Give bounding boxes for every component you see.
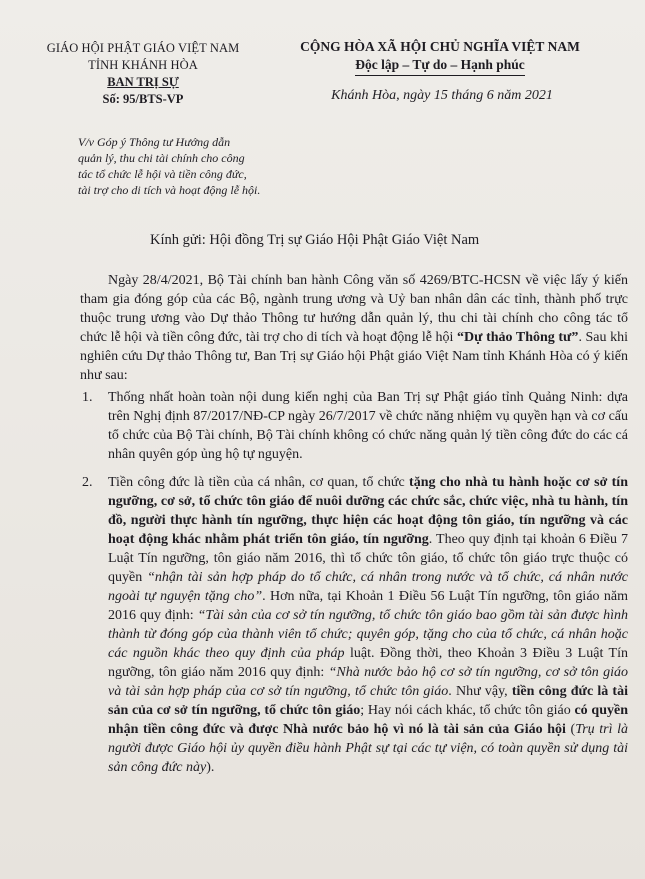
doc-subject bbox=[78, 134, 278, 198]
item-quote: “nhận tài sản hợp pháp do tổ chức, cá nhân trong nước và tổ chức, cá nhân nước ngoài tự nguyện tặng cho” bbox=[108, 570, 629, 604]
doc-number: Số: 95/BTS-VP bbox=[102, 92, 184, 106]
issuer-header bbox=[28, 40, 258, 108]
doc-date: Khánh Hòa, ngày 15 tháng 6 năm 2021 bbox=[331, 88, 553, 103]
item-text: luật. Đồng thời, theo Khoản 3 Điều 3 Luật Tín ngưỡng, tôn giáo năm 2016 quy định: bbox=[108, 646, 628, 680]
item-bold-text: có quyền nhận tiền công đức và được Nhà nước bảo hộ vì nó là tài sản của Giáo hội bbox=[108, 703, 628, 737]
item-note: Trụ trì là người được Giáo hội ủy quyền điều hành Phật sự tại các tự viện, có toàn quyền sử dụng tài sản công đức này bbox=[108, 722, 628, 775]
list-item bbox=[80, 388, 628, 464]
item-text: ). bbox=[206, 760, 215, 775]
national-header bbox=[290, 38, 590, 76]
subject-line: tác tổ chức lễ hội và tiền công đức, bbox=[78, 167, 247, 181]
intro-text: . Sau khi nghiên cứu Dự thảo Thông tư, Ban Trị sự Giáo hội Phật giáo Việt Nam tỉnh Khánh Hòa có ý kiến như sau: bbox=[80, 330, 628, 383]
item-quote: “Tài sản của cơ sở tín ngưỡng, tổ chức tôn giáo bao gồm tài sản được hình thành từ đóng góp của thành viên tổ chức; quyên góp, tặng cho của tổ chức, cá nhân hoặc các nguồn khác theo quy định của pháp bbox=[108, 608, 628, 661]
item-text: ; Hay nói cách khác, tổ chức tôn giáo bbox=[360, 703, 575, 718]
nation-name: CỘNG HÒA XÃ HỘI CHỦ NGHĨA VIỆT NAM bbox=[300, 39, 580, 54]
national-motto: Độc lập – Tự do – Hạnh phúc bbox=[355, 56, 525, 76]
recipient-line: Kính gửi: Hội đồng Trị sự Giáo Hội Phật Giáo Việt Nam bbox=[150, 232, 480, 248]
item-text: ( bbox=[565, 722, 576, 737]
item-number: 1. bbox=[82, 390, 93, 405]
opinion-list bbox=[80, 388, 628, 777]
subject-line: V/v Góp ý Thông tư Hướng dẫn bbox=[78, 135, 231, 149]
item-text: . Như vậy, bbox=[448, 684, 512, 699]
dept-name: BAN TRỊ SỰ bbox=[107, 75, 179, 89]
org-province: TỈNH KHÁNH HÒA bbox=[88, 58, 198, 72]
item-bold-text: tiền công đức là tài sản của cơ sở tín ngưỡng, tổ chức tôn giáo bbox=[108, 684, 628, 718]
doc-body bbox=[80, 271, 628, 786]
item-number: 2. bbox=[82, 475, 93, 490]
intro-bold-text: “Dự thảo Thông tư” bbox=[457, 330, 579, 345]
item-text: Thống nhất hoàn toàn nội dung kiến nghị của Ban Trị sự Phật giáo tỉnh Quảng Ninh: dựa trên Nghị định 87/2017/NĐ-CP ngày 26/7/2017 về chức năng nhiệm vụ quyền hạn và cơ cấu tổ chức của Bộ Tài chính, Bộ Tài chính không có chức năng quản lý tiền công đức do các cá nhân quyên góp ủng hộ tự nguyện. bbox=[108, 390, 628, 462]
item-text: . Theo quy định tại khoản 6 Điều 7 Luật Tín ngưỡng, tôn giáo năm 2016, thì tổ chức tôn giáo, tổ chức tôn giáo trực thuộc có quyền bbox=[108, 532, 628, 585]
item-text: Tiền công đức là tiền của cá nhân, cơ quan, tổ chức bbox=[108, 475, 410, 490]
subject-line: tài trợ cho di tích và hoạt động lễ hội. bbox=[78, 183, 261, 197]
subject-line: quản lý, thu chi tài chính cho công bbox=[78, 151, 245, 165]
item-text: . Hơn nữa, tại Khoản 1 Điều 56 Luật Tín ngưỡng, tôn giáo năm 2016 quy định: bbox=[108, 589, 628, 623]
item-quote: “Nhà nước bảo hộ cơ sở tín ngưỡng, cơ sở tôn giáo và tài sản hợp pháp của cơ sở tín ngưỡng, tổ chức tôn giáo bbox=[108, 665, 628, 699]
item-bold-text: tặng cho nhà tu hành hoặc cơ sở tín ngưỡng, cơ sở, tổ chức tôn giáo để nuôi dưỡng các chức sắc, chức việc, nhà tu hành, tín đồ, người thực hành tín ngưỡng, thực hiện các hoạt động tôn giáo, tín ngưỡng và các hoạt động khác nhằm phát triển tôn giáo, tín ngưỡng bbox=[108, 475, 628, 547]
intro-text: Ngày 28/4/2021, Bộ Tài chính ban hành Công văn số 4269/BTC-HCSN về việc lấy ý kiến tham gia đóng góp của các Bộ, ngành trung ương và Uỷ ban nhân dân các tỉnh, thành phố trực thuộc trung ương vào Dự thảo Thông tư hướng dẫn quản lý, thu chi tài chính cho công tác tổ chức lễ hội và tiền công đức, tài trợ cho di tích và hoạt động lễ hội bbox=[80, 273, 628, 345]
list-item bbox=[80, 473, 628, 777]
intro-paragraph bbox=[80, 271, 628, 385]
org-name: GIÁO HỘI PHẬT GIÁO VIỆT NAM bbox=[46, 41, 240, 55]
